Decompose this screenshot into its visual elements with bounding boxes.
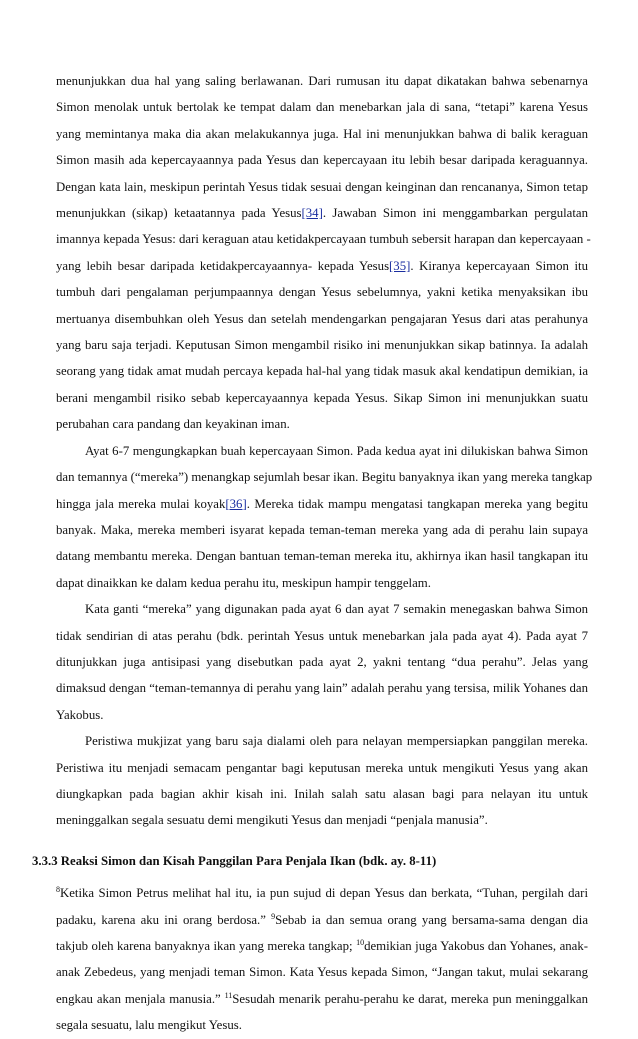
text-line [56,200,588,226]
document-body [32,68,593,1039]
text-segment: padaku, karena aku ini orang berdosa.” [56,912,272,927]
text-segment: Ketika Simon Petrus melihat hal itu, ia pun sujud di depan Yesus dan berkata, “Tuhan, pergilah dari [60,886,588,901]
text-line: dimaksud dengan “teman-temannya di perahu yang lain” adalah perahu yang tersisa, milik Yohanes dan [56,681,588,696]
text-line [56,253,588,279]
text-line: ditunjukkan juga antisipasi yang disebutkan pada ayat 2, yakni tentang “dua perahu”. Jelas yang [56,654,588,669]
text-segment: engkau akan menjala manusia.” [56,991,225,1006]
text-line: Simon menolak untuk bertolak ke tempat dalam dan menebarkan jala di sana, “tetapi” karena Yesus [56,100,588,115]
paragraph-1 [56,68,591,438]
text-line: tumbuh dari pengalaman perjumpaannya dengan Yesus sebelumnya, yakni ketika menyaksikan ibu [56,285,588,300]
text-line: yang baru saja terjadi. Keputusan Simon mengambil risiko ini menunjukkan sikap batinnya. Ia adalah [56,338,588,353]
text-segment: Sesudah menarik perahu-perahu ke darat, mereka pun meninggalkan [232,991,588,1006]
text-segment: Sebab ia dan semua orang yang bersama-sama dengan dia [275,912,589,927]
text-line: meninggalkan segala sesuatu demi mengikuti Yesus dan menjadi “penjala manusia”. [56,813,488,828]
text-segment: demikian juga Yakobus dan Yohanes, anak- [364,939,588,953]
text-line: imannya kepada Yesus: dari keraguan atau ketidakpercayaan tumbuh sebersit harapan dan kepercayaan - [56,232,591,247]
paragraph-4 [56,728,588,834]
text-line: datang membantu mereka. Dengan bantuan teman-teman mereka itu, akhirnya ikan hasil tangkapan itu [56,549,588,564]
text-segment: takjub oleh karena banyaknya ikan yang mereka tangkap; [56,939,357,953]
text-line: mertuanya disembuhkan oleh Yesus dan setelah mendengarkan pengajaran Yesus dari atas perahunya [56,311,588,326]
text-line: tidak sendirian di atas perahu (bdk. perintah Yesus untuk menebarkan jala pada ayat 4). Pada ayat 7 [56,628,588,643]
text-segment: . Kiranya kepercayaan Simon itu [410,258,588,273]
text-segment: . Mereka tidak mampu mengatasi tangkapan mereka yang begitu [246,496,588,511]
paragraph-2 [56,438,593,596]
verse-number: 10 [356,938,365,947]
text-segment: yang lebih besar daripada ketidakpercayaannya- kepada Yesus [56,258,390,273]
footnote-link-35[interactable]: [35] [389,258,411,273]
text-line [56,933,588,959]
verse-number: 8 [56,885,60,895]
text-line [56,907,588,933]
footnote-link-34[interactable]: [34] [301,206,323,221]
text-line: banyak. Maka, mereka memberi isyarat kepada teman-teman mereka yang ada di perahu lain supaya [56,522,588,537]
text-line: perubahan cara pandang dan keyakinan iman. [56,417,290,432]
text-segment: hingga jala mereka mulai koyak [56,496,226,511]
section-heading: 3.3.3 Reaksi Simon dan Kisah Panggilan Para Penjala Ikan (bdk. ay. 8-11) [32,853,437,868]
text-line: menunjukkan dua hal yang saling berlawanan. Dari rumusan itu dapat dikatakan bahwa sebenarnya [56,74,588,88]
text-line: Ayat 6-7 mengungkapkan buah kepercayaan Simon. Pada kedua ayat ini dilukiskan bahwa Simon [85,443,588,458]
text-line: Simon masih ada kepercayaannya pada Yesus dan kepercayaan itu lebih besar daripada keraguannya. [56,153,588,168]
scripture-quote [56,880,588,1038]
verse-number: 9 [271,911,276,921]
text-line [56,880,588,906]
text-line: Kata ganti “mereka” yang digunakan pada ayat 6 dan ayat 7 semakin menegaskan bahwa Simon [85,602,588,617]
text-line: segala sesuatu, lalu mengikut Yesus. [56,1018,242,1033]
text-line: berani mengambil risiko sebab kepercayaannya kepada Yesus. Sikap Simon ini menunjukkan suatu [56,390,588,405]
text-line: yang memintanya maka dia akan melakukannya juga. Hal ini menunjukkan bahwa di balik keraguan [56,126,588,141]
paragraph-3 [56,596,588,728]
text-line: dapat dinaikkan ke dalam kedua perahu itu, meskipun hampir tenggelam. [56,575,431,590]
text-line [56,491,588,517]
text-line: Peristiwa itu menjadi semacam pengantar bagi keputusan mereka untuk mengikuti Yesus yang akan [56,760,588,775]
text-line: Yakobus. [56,707,104,722]
text-line: Peristiwa mukjizat yang baru saja dialami oleh para nelayan mempersiapkan panggilan mereka. [85,734,588,749]
text-line: dan temannya (“mereka”) menangkap sejumlah besar ikan. Begitu banyaknya ikan yang mereka tangkap [56,470,593,485]
text-line [56,986,588,1012]
text-segment: . Jawaban Simon ini menggambarkan pergulatan [322,206,588,221]
text-line: diungkapkan pada bagian akhir kisah ini. Inilah salah satu alasan bagi para nelayan itu untuk [56,786,588,801]
text-line: seorang yang tidak amat mudah percaya kepada hal-hal yang tidak masuk akal kendatipun demikian, ia [56,364,588,379]
verse-number: 11 [224,990,233,1000]
text-line: anak Zebedeus, yang menjadi teman Simon. Kata Yesus kepada Simon, “Jangan takut, mulai sekarang [56,965,588,980]
footnote-link-36[interactable]: [36] [225,496,247,511]
text-line: Dengan kata lain, meskipun perintah Yesus tidak sesuai dengan keinginan dan rencananya, Simon tetap [56,179,588,194]
text-segment: menunjukkan (sikap) ketaatannya pada Yesus [56,206,302,221]
